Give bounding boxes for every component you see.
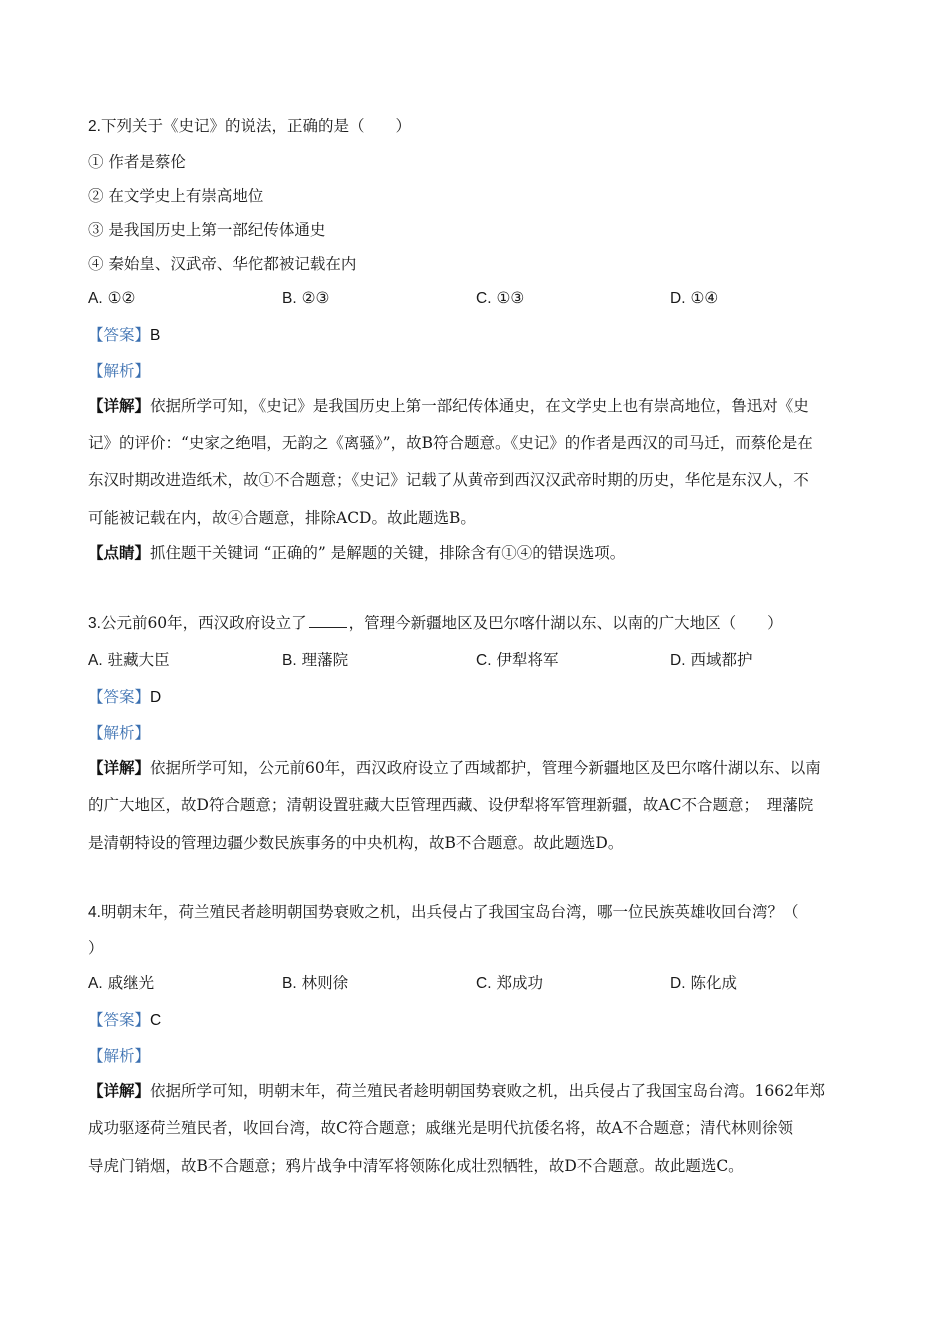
tip-line <box>88 543 868 563</box>
option-text: 戚继光 <box>107 974 155 992</box>
statement-1: ① 作者是蔡伦 <box>88 153 186 171</box>
option-text: 驻藏大臣 <box>107 651 170 669</box>
option-letter: B. <box>282 652 297 669</box>
option-letter: D. <box>670 652 686 669</box>
detail-text: 依据所学可知，《史记》是我国历史上第一部纪传体通史，在文学史上也有崇高地位，鲁迅对《史 <box>150 397 809 415</box>
question-2-stem <box>88 116 868 137</box>
option-d <box>670 973 737 994</box>
analysis-tag-line <box>88 1046 868 1066</box>
detail-line-2: 记》的评价：“史家之绝唱，无韵之《离骚》”，故B符合题意。《史记》的作者是西汉的司马迁，而蔡伦是在 <box>88 434 813 452</box>
fill-blank <box>309 613 347 628</box>
answer-line <box>88 1010 868 1031</box>
option-text: 伊犁将军 <box>496 651 559 669</box>
question-text-before: 公元前60年，西汉政府设立了 <box>100 614 307 632</box>
detail-line-3: 导虎门销烟，故B不合题意；鸦片战争中清军将领陈化成壮烈牺牲，故D不合题意。故此题选C。 <box>88 1157 744 1175</box>
analysis-tag: 【解析】 <box>88 724 151 742</box>
option-text: 郑成功 <box>496 974 543 992</box>
option-letter: C. <box>476 652 492 669</box>
option-letter: B. <box>282 975 297 992</box>
option-c <box>476 288 524 309</box>
option-b <box>282 973 348 994</box>
answer-tag: 【答案】 <box>88 326 151 344</box>
detail-tag: 【详解】 <box>88 758 151 777</box>
option-d <box>670 288 718 309</box>
option-a <box>88 650 170 671</box>
option-letter: A. <box>88 975 103 992</box>
analysis-tag-line <box>88 361 868 381</box>
option-a <box>88 288 135 309</box>
question-4-stem <box>88 902 868 923</box>
tip-text: 抓住题干关键词 “正确的” 是解题的关键，排除含有①④的错误选项。 <box>150 544 626 562</box>
detail-line-3: 是清朝特设的管理边疆少数民族事务的中央机构，故B不合题意。故此题选D。 <box>88 834 624 852</box>
answer-value: D <box>150 689 162 706</box>
answer-tag: 【答案】 <box>88 1011 151 1029</box>
answer-value: B <box>150 327 161 344</box>
question-3-stem <box>88 613 868 634</box>
option-c <box>476 650 558 671</box>
option-text: ②③ <box>301 289 330 307</box>
option-text: ①③ <box>496 289 525 307</box>
detail-line-1 <box>88 1081 868 1101</box>
statement-4: ④ 秦始皇、汉武帝、华佗都被记载在内 <box>88 255 357 273</box>
answer-line <box>88 687 868 708</box>
option-letter: B. <box>282 290 297 307</box>
detail-line-3: 东汉时期改进造纸术，故①不合题意；《史记》记载了从黄帝到西汉汉武帝时期的历史，华佗是东汉人，不 <box>88 471 809 489</box>
option-text: 林则徐 <box>301 974 349 992</box>
option-c <box>476 973 543 994</box>
option-text: 陈化成 <box>690 974 737 992</box>
detail-line-2: 成功驱逐荷兰殖民者，收回台湾，故C符合题意；戚继光是明代抗倭名将，故A不合题意；清代林则徐领 <box>88 1119 794 1137</box>
option-text: ①④ <box>690 289 719 307</box>
option-text: 西域都护 <box>690 651 753 669</box>
answer-line <box>88 325 868 346</box>
option-letter: C. <box>476 290 492 307</box>
detail-text: 依据所学可知，公元前60年，西汉政府设立了西域都护，管理今新疆地区及巴尔喀什湖以东、以南 <box>150 759 821 777</box>
tip-tag: 【点睛】 <box>88 543 151 562</box>
analysis-tag-line <box>88 723 868 743</box>
option-b <box>282 650 348 671</box>
answer-value: C <box>150 1012 162 1029</box>
question-text: 明朝末年，荷兰殖民者趁明朝国势衰败之机，出兵侵占了我国宝岛台湾，哪一位民族英雄收回台湾？（ <box>100 903 799 921</box>
detail-line-1 <box>88 396 868 416</box>
statement-3: ③ 是我国历史上第一部纪传体通史 <box>88 221 326 239</box>
question-number: 3. <box>88 615 101 632</box>
question-number: 2. <box>88 118 101 135</box>
option-text: ①② <box>107 289 136 307</box>
option-d <box>670 650 752 671</box>
detail-tag: 【详解】 <box>88 1081 151 1100</box>
detail-line-1 <box>88 758 868 778</box>
detail-tag: 【详解】 <box>88 396 151 415</box>
option-letter: A. <box>88 290 103 307</box>
question-4-stem-cont: ） <box>88 939 104 957</box>
detail-line-2: 的广大地区，故D符合题意；清朝设置驻藏大臣管理西藏、设伊犁将军管理新疆，故AC不合题意； 理藩院 <box>88 796 814 814</box>
option-letter: A. <box>88 652 103 669</box>
option-letter: C. <box>476 975 492 992</box>
question-text: 下列关于《史记》的说法，正确的是（ ） <box>100 117 411 135</box>
analysis-tag: 【解析】 <box>88 1047 151 1065</box>
option-letter: D. <box>670 290 686 307</box>
option-letter: D. <box>670 975 686 992</box>
detail-text: 依据所学可知，明朝末年，荷兰殖民者趁明朝国势衰败之机，出兵侵占了我国宝岛台湾。1662年郑 <box>150 1082 825 1100</box>
statement-2: ② 在文学史上有崇高地位 <box>88 187 264 205</box>
question-text-after: ，管理今新疆地区及巴尔喀什湖以东、以南的广大地区（ ） <box>348 614 783 632</box>
detail-line-4: 可能被记载在内，故④合题意，排除ACD。故此题选B。 <box>88 509 476 527</box>
option-b <box>282 288 329 309</box>
option-text: 理藩院 <box>301 651 349 669</box>
answer-tag: 【答案】 <box>88 688 151 706</box>
analysis-tag: 【解析】 <box>88 362 151 380</box>
question-number: 4. <box>88 904 101 921</box>
option-a <box>88 973 154 994</box>
